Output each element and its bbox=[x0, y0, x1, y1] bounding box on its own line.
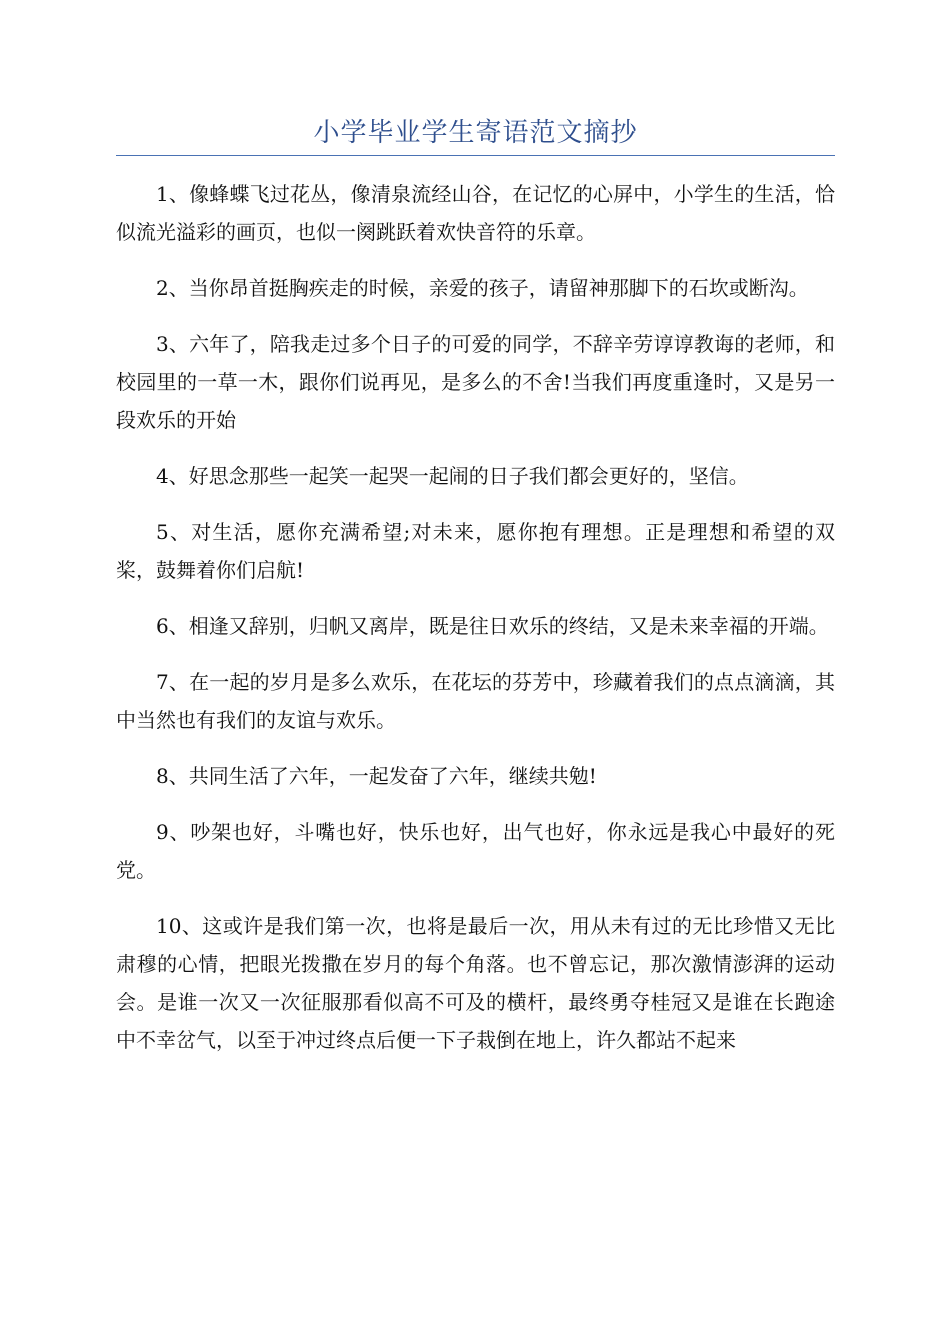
paragraph-8: 8、共同生活了六年，一起发奋了六年，继续共勉! bbox=[156, 764, 597, 788]
paragraph-7: 7、在一起的岁月是多么欢乐，在花坛的芬芳中，珍藏着我们的点点滴滴，其中当然也有我们的友谊与欢乐。 bbox=[116, 670, 835, 732]
document-body bbox=[116, 175, 835, 1077]
paragraph-4: 4、好思念那些一起笑一起哭一起闹的日子我们都会更好的，坚信。 bbox=[156, 464, 749, 488]
paragraph-5: 5、对生活，愿你充满希望;对未来，愿你抱有理想。正是理想和希望的双桨，鼓舞着你们启航! bbox=[116, 520, 835, 582]
paragraph-10: 10、这或许是我们第一次，也将是最后一次，用从未有过的无比珍惜又无比肃穆的心情，把眼光拨撒在岁月的每个角落。也不曾忘记，那次激情澎湃的运动会。是谁一次又一次征服那看似高不可及的横杆，最终勇夺桂冠又是谁在长跑途中不幸岔气，以至于冲过终点后便一下子栽倒在地上，许久都站不起来 bbox=[116, 914, 835, 1052]
title-block bbox=[116, 111, 835, 156]
document-title: 小学毕业学生寄语范文摘抄 bbox=[313, 118, 638, 148]
paragraph-6: 6、相逢又辞别，归帆又离岸，既是往日欢乐的终结，又是未来幸福的开端。 bbox=[156, 614, 829, 638]
paragraph-1: 1、像蜂蝶飞过花丛，像清泉流经山谷，在记忆的心屏中，小学生的生活，恰似流光溢彩的画页，也似一阕跳跃着欢快音符的乐章。 bbox=[116, 182, 835, 244]
paragraph-3: 3、六年了，陪我走过多个日子的可爱的同学，不辞辛劳谆谆教诲的老师，和校园里的一草一木，跟你们说再见，是多么的不舍!当我们再度重逢时，又是另一段欢乐的开始 bbox=[116, 332, 835, 432]
paragraph-2: 2、当你昂首挺胸疾走的时候，亲爱的孩子，请留神那脚下的石坎或断沟。 bbox=[156, 276, 809, 300]
paragraph-9: 9、吵架也好，斗嘴也好，快乐也好，出气也好，你永远是我心中最好的死党。 bbox=[116, 820, 835, 882]
